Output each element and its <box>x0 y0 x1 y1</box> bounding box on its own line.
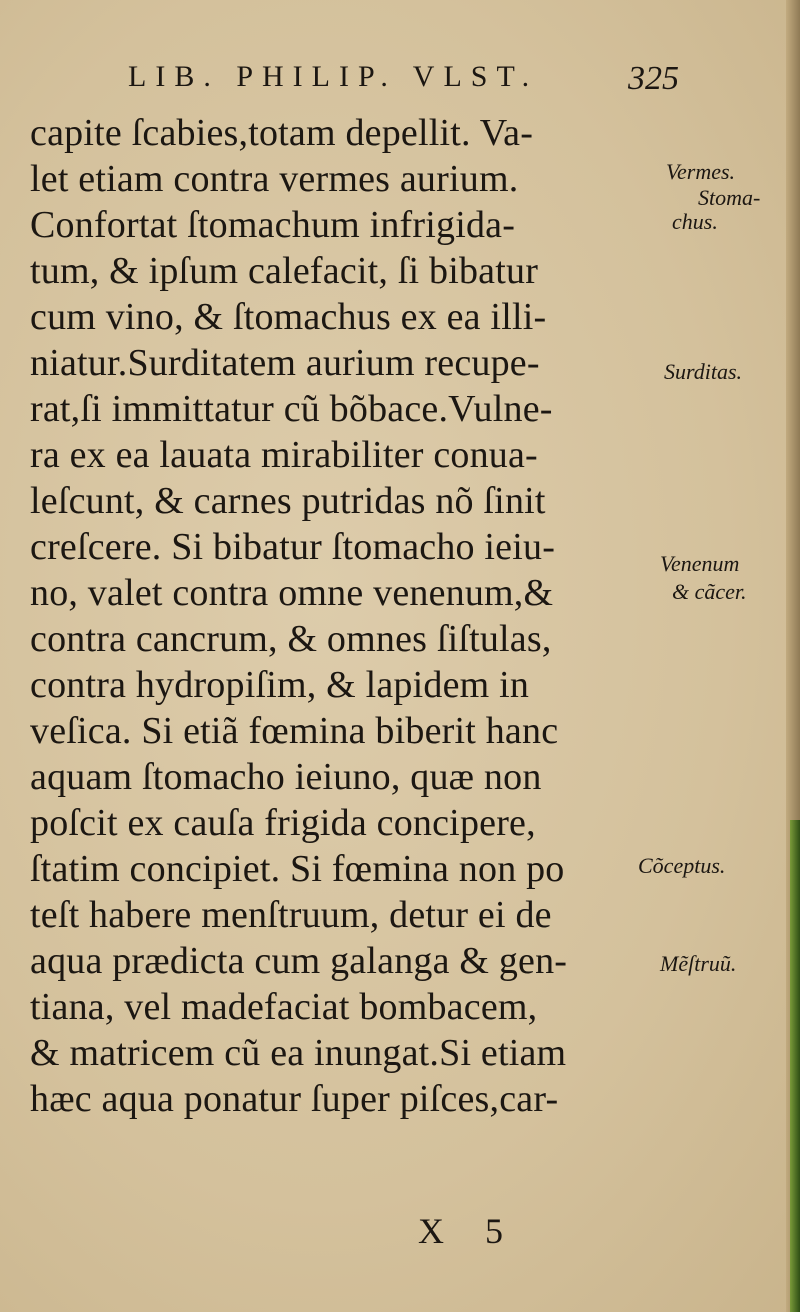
text-line: niatur.Surditatem aurium recupe- <box>30 342 540 384</box>
text-line: contra cancrum, & omnes ſiſtulas, <box>30 618 552 660</box>
text-line: teſt habere menſtruum, detur ei de <box>30 894 552 936</box>
signature-mark: X 5 <box>418 1211 519 1251</box>
margin-note-cancer: & cãcer. <box>672 579 747 604</box>
text-line: & matricem cũ ea inungat.Si etiam <box>30 1032 567 1074</box>
text-line: veſica. Si etiã fœmina biberit hanc <box>30 710 559 752</box>
text-line: capite ſcabies,totam depellit. Va- <box>30 112 534 154</box>
margin-note-surditas: Surditas. <box>664 359 743 384</box>
text-line: aqua prædicta cum galanga & gen- <box>30 940 568 982</box>
text-line: contra hydropiſim, & lapidem in <box>30 664 530 706</box>
text-line: ra ex ea lauata mirabiliter conua- <box>30 434 538 476</box>
text-line: creſcere. Si bibatur ſtomacho ieiu- <box>30 526 556 568</box>
text-line: tum, & ipſum calefacit, ſi bibatur <box>30 250 539 292</box>
text-line: aquam ſtomacho ieiuno, quæ non <box>30 756 542 798</box>
margin-note-vermes: Vermes. <box>666 159 736 184</box>
text-line: Confortat ſtomachum infrigida- <box>30 204 516 246</box>
text-line: leſcunt, & carnes putridas nõ ſinit <box>30 480 546 522</box>
text-line: no, valet contra omne venenum,& <box>30 572 554 614</box>
margin-note-stomachus-cont: chus. <box>672 209 718 234</box>
body-text <box>30 110 660 1122</box>
running-head: LIB. PHILIP. VLST. <box>128 60 539 93</box>
text-line: let etiam contra vermes aurium. <box>30 158 519 200</box>
text-line: rat,ſi immittatur cũ bõbace.Vulne- <box>30 388 553 430</box>
text-line: cum vino, & ſtomachus ex ea illi- <box>30 296 547 338</box>
margin-note-menstruum: Mẽſtruũ. <box>660 951 737 976</box>
page-number: 325 <box>628 60 679 97</box>
text-line: tiana, vel madefaciat bombacem, <box>30 986 538 1028</box>
margin-note-venenum: Venenum <box>660 551 740 576</box>
margin-note-stomachus: Stoma- <box>698 185 761 210</box>
text-line: poſcit ex cauſa frigida concipere, <box>30 802 536 844</box>
margin-note-conceptus: Cõceptus. <box>638 853 726 878</box>
text-line: ſtatim concipiet. Si fœmina non po <box>30 848 565 890</box>
margin-notes <box>638 0 800 1312</box>
text-line: hæc aqua ponatur ſuper piſces,car- <box>30 1078 559 1120</box>
